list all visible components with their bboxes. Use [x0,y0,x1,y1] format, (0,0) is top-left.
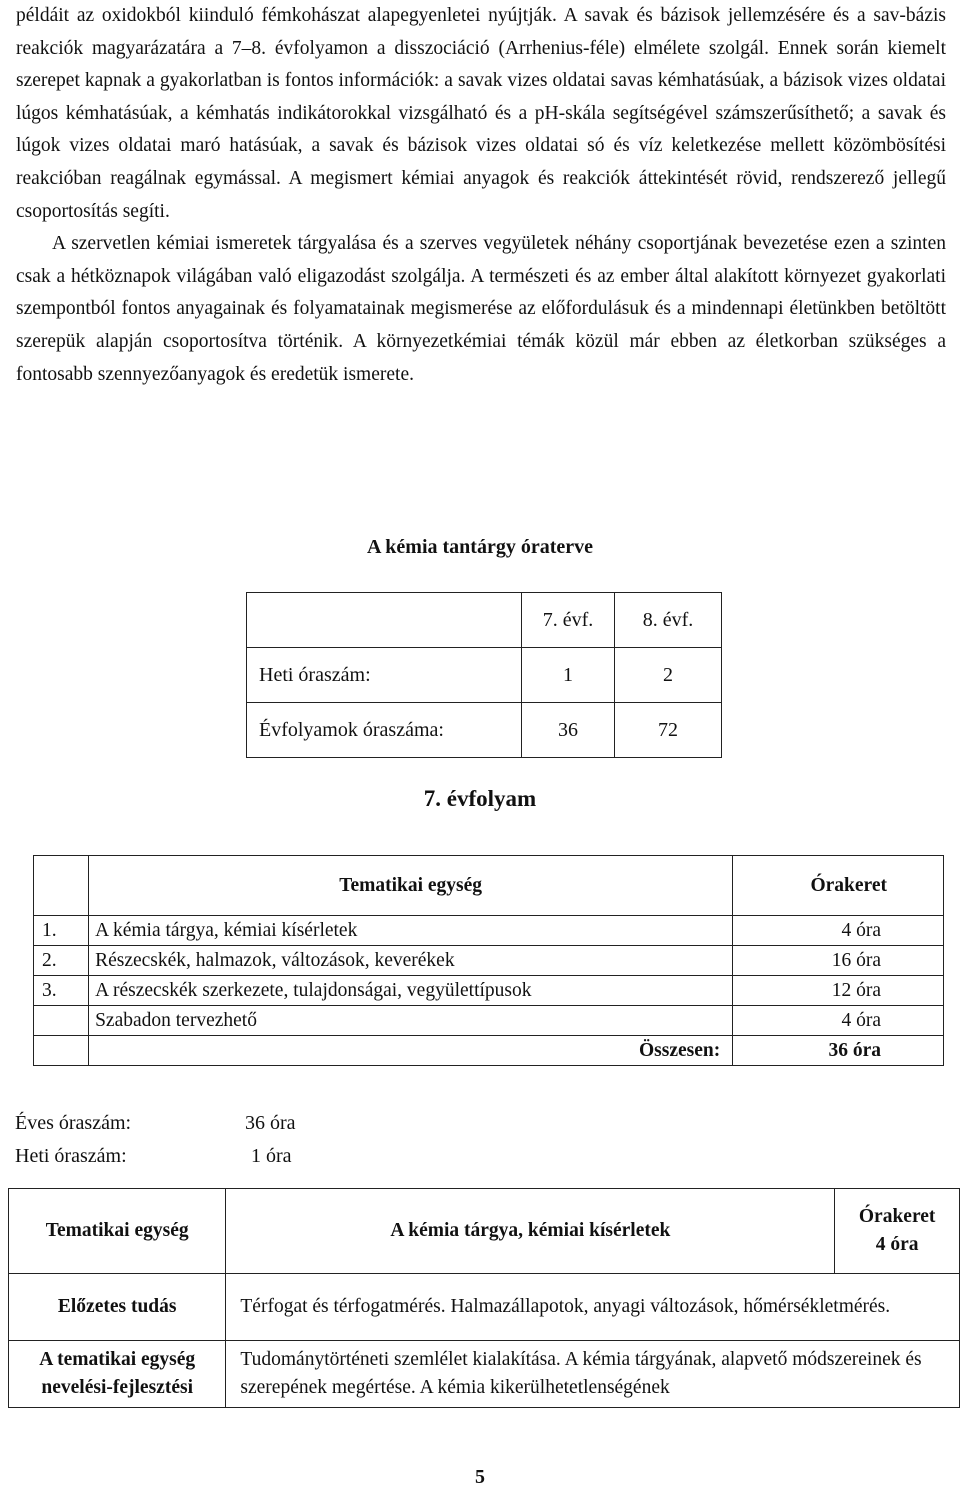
table-row [9,1274,960,1341]
table-row [247,648,722,703]
total-hours: 36 óra [733,1036,944,1066]
value-grade-8: 2 [615,648,722,703]
table-header-row [34,856,944,916]
header-grade-8: 8. évf. [615,593,722,648]
goals-label [9,1341,226,1408]
paragraph-inorganic: A szervetlen kémiai ismeretek tárgyalása és a szerves vegyületek néhány csoportjának bevezetése ezen a szinten csak a hétköznapok világában való eligazodást szolgálja. A természeti és az ember által alakított környezet gyakorlati szempontból fontos anyagainak és folyamatainak megismerése az előfordulásuk és a mindennapi életünkben betöltött szerepük alapján csoportosítva történik. A környezetkémiai témák közül már ebben az életkorban szükséges a fontosabb szennyezőanyagok és eredetük ismerete. [16,233,946,385]
hours-plan-table [246,592,722,758]
row-topic: Szabadon tervezhető [89,1006,733,1036]
annual-hours-value: 36 óra [245,1112,296,1134]
paragraph-acids-bases: példáit az oxidokból kiinduló fémkohászat alapegyenletei nyújtják. A savak és bázisok jellemzésére és a sav-bázis reakciók magyarázatára a 7–8. évfolyamon a disszociáció (Arrhenius-féle) elmélete szolgál. Ennek során kiemelt szerepet kapnak a gyakorlatban is fontos információk: a savak vizes oldatai savas kémhatásúak, a bázisok vizes oldatai lúgos kémhatásúak, a kémhatás indikátorokkal vizsgálható és a pH-skála segítségével számszerűsíthető; a savak és lúgok vizes oldatai maró hatásúak, a savak és bázisok vizes oldatai só és víz keletkezése mellett közömbösítési reakcióban reagálnak egymással. A megismert kémiai anyagok és reakciók áttekintését rövid, rendszerező jellegű csoportosítás segíti. [16,5,946,222]
weekly-hours-value: 1 óra [251,1145,292,1167]
table-row [34,976,944,1006]
header-hours: Órakeret [733,856,944,916]
row-topic: Részecskék, halmazok, változások, keverékek [89,946,733,976]
page-number: 5 [475,1466,485,1488]
plan-title: A kémia tantárgy óraterve [366,536,594,558]
body-text [16,0,946,391]
row-hours: 12 óra [733,976,944,1006]
row-label: Heti óraszám: [247,648,522,703]
value-grade-7: 1 [522,648,615,703]
weekly-hours-label: Heti óraszám: [15,1145,127,1167]
table-row [247,703,722,758]
hours-value: 4 óra [875,1234,919,1255]
value-grade-8: 72 [615,703,722,758]
row-topic: A kémia tárgya, kémiai kísérletek [89,916,733,946]
topic-table [8,1188,960,1408]
empty-header-cell [247,593,522,648]
row-hours: 4 óra [733,1006,944,1036]
annual-hours-label: Éves óraszám: [15,1112,132,1134]
table-row [34,916,944,946]
table-row [34,946,944,976]
table-row [9,1341,960,1408]
unit-title: A kémia tárgya, kémiai kísérletek [226,1189,835,1274]
prior-knowledge-label: Előzetes tudás [9,1274,226,1341]
row-topic: A részecskék szerkezete, tulajdonságai, vegyülettípusok [89,976,733,1006]
header-grade-7: 7. évf. [522,593,615,648]
value-grade-7: 36 [522,703,615,758]
table-row [9,1189,960,1274]
grade-title: 7. évfolyam [423,786,537,811]
hours-cell [835,1189,960,1274]
row-number [34,1006,89,1036]
row-hours: 16 óra [733,946,944,976]
goals-label-line: A tematikai egység [39,1349,196,1370]
goals-text: Tudománytörténeti szemlélet kialakítása. A kémia tárgyának, alapvető módszereinek és szerepének megértése. A kémia kikerülhetetlenségének [226,1341,960,1408]
row-number: 1. [34,916,89,946]
row-number: 3. [34,976,89,1006]
prior-knowledge-text: Térfogat és térfogatmérés. Halmazállapotok, anyagi változások, hőmérsékletmérés. [226,1274,960,1341]
empty-cell [34,1036,89,1066]
total-row [34,1036,944,1066]
hours-label: Órakeret [858,1206,936,1227]
row-number: 2. [34,946,89,976]
table-row [34,1006,944,1036]
row-hours: 4 óra [733,916,944,946]
goals-label-line: nevelési-fejlesztési [41,1377,193,1398]
table-header-row [247,593,722,648]
empty-header-cell [34,856,89,916]
row-label: Évfolyamok óraszáma: [247,703,522,758]
total-label: Összesen: [89,1036,733,1066]
unit-label: Tematikai egység [9,1189,226,1274]
units-table [33,855,944,1066]
header-topic: Tematikai egység [89,856,733,916]
